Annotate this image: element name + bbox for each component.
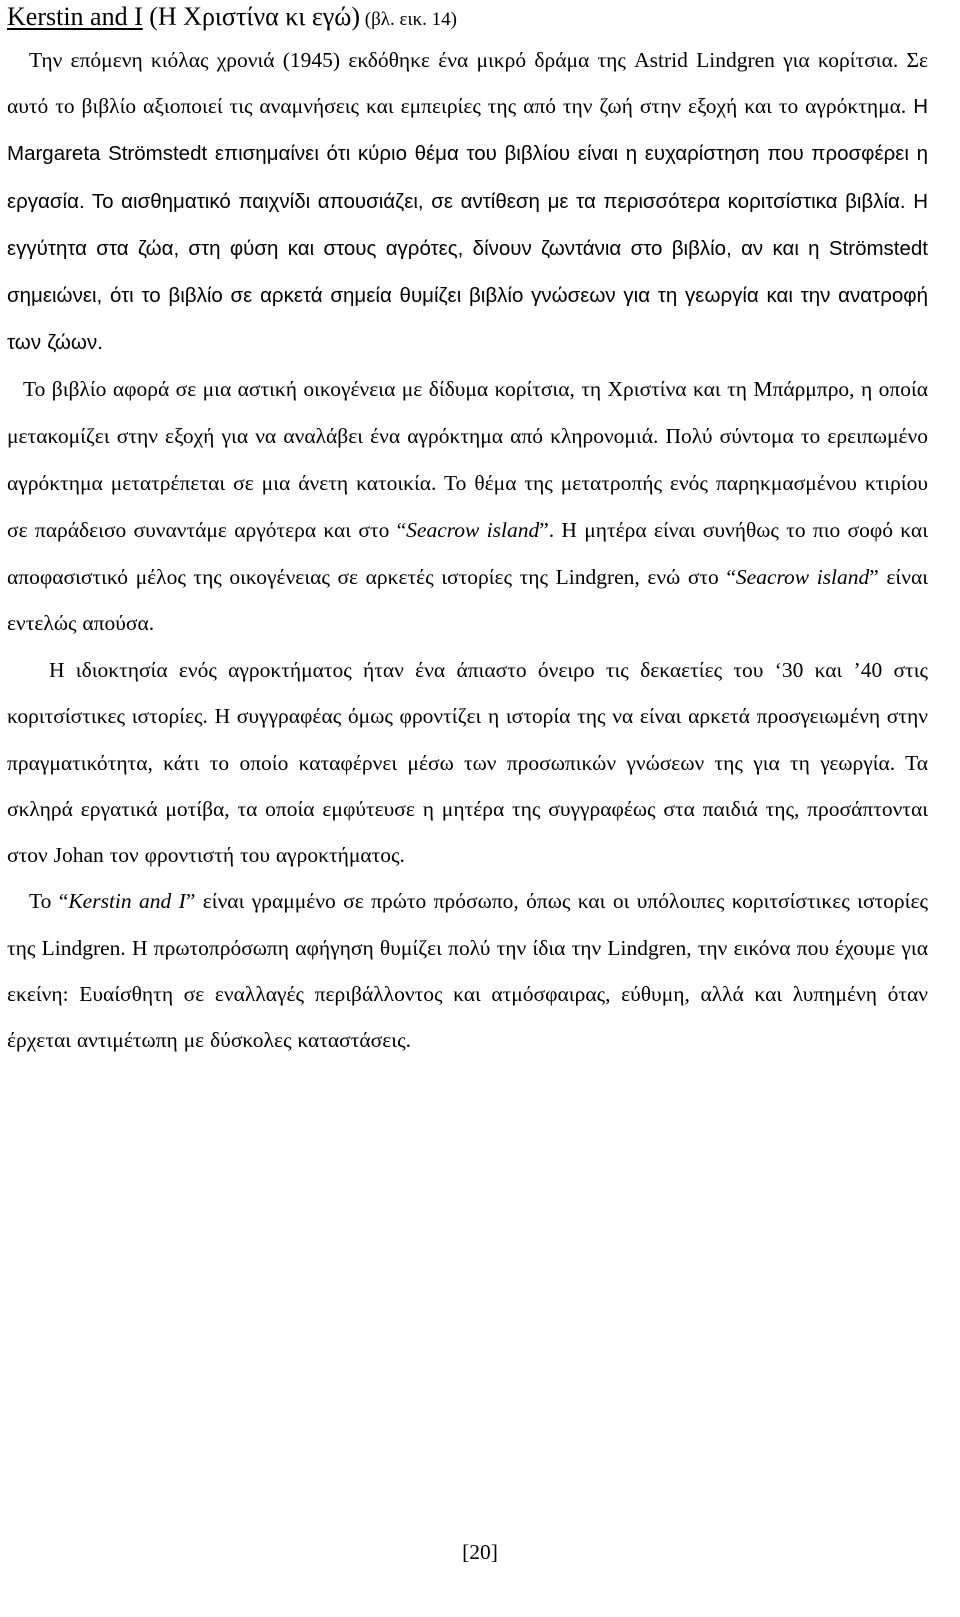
document-page	[7, 0, 928, 1064]
paragraph-2	[7, 366, 928, 647]
heading-title: Kerstin and I	[7, 2, 143, 31]
paragraph-4-part-c: ” είναι γραμμένο σε πρώτο πρόσωπο, όπως και οι υπόλοιπες κοριτσίστικες ιστορίες της Lindgren. Η πρωτοπρόσωπη αφήγηση θυμίζει πολύ την ίδια την Lindgren, την εικόνα που έχουμε για εκείνη: Ευαίσθητη σε εναλλαγές περιβάλλοντος και ατμόσφαιρας, εύθυμη, αλλά και λυπημένη όταν έρχεται αντιμέτωπη με δύσκολες καταστάσεις.	[7, 889, 928, 1053]
heading-subtitle: (Η Χριστίνα κι εγώ)	[142, 2, 361, 31]
paragraph-3	[7, 647, 928, 878]
paragraph-4	[7, 878, 928, 1064]
paragraph-1-serif: Την επόμενη κιόλας χρονιά (1945) εκδόθηκε ένα μικρό δράμα της Astrid Lindgren για κορίτσια. Σε αυτό το βιβλίο αξιοποιεί τις αναμνήσεις και εμπειρίες της από την ζωή στην εξοχή και το αγρόκτημα.	[7, 48, 928, 119]
paragraph-4-part-a: Το “	[29, 889, 69, 914]
section-heading	[7, 0, 928, 37]
paragraph-2-part-a: Το βιβλίο αφορά σε μια αστική οικογένεια με δίδυμα κορίτσια, τη Χριστίνα και τη Μπάρμπρο, η οποία μετακομίζει στην εξοχή για να αναλάβει ένα αγρόκτημα από κληρονομιά. Πολύ σύντομα το ερειπωμένο αγρόκτημα μετατρέπεται σε μια άνετη κατοικία. Το θέμα της μετατροπής ενός παρηκμασμένου κτιρίου σε παράδεισο συναντάμε αργότερα και στο “	[7, 377, 928, 542]
paragraph-1-sans: Η Margareta Strömstedt επισημαίνει ότι κύριο θέμα του βιβλίου είναι η ευχαρίστηση που προσφέρει η εργασία. Το αισθηματικό παιχνίδι απουσιάζει, σε αντίθεση με τα περισσότερα κοριτσίστικα βιβλία. Η εγγύτητα στα ζώα, στη φύση και στους αγρότες, δίνουν ζωντάνια στο βιβλίο, αν και η Strömstedt σημειώνει, ότι το βιβλίο σε αρκετά σημεία θυμίζει βιβλίο γνώσεων για τη γεωργία και την ανατροφή των ζώων.	[7, 95, 928, 355]
paragraph-2-part-e: ” είναι εντελώς απούσα.	[7, 564, 928, 636]
page-number: [20]	[462, 1540, 498, 1564]
figure-reference: (βλ. εικ. 14)	[360, 9, 457, 30]
paragraph-2-part-c: ”. Η μητέρα είναι συνήθως το πιο σοφό και αποφασιστικό μέλος της οικογένειας σε αρκετές ιστορίες της Lindgren, ενώ στο “	[7, 517, 928, 589]
book-title-seacrow-1: Seacrow island	[406, 517, 540, 542]
paragraph-3-text: Η ιδιοκτησία ενός αγροκτήματος ήταν ένα άπιαστο όνειρο τις δεκαετίες του ‘30 και ’40 στις κοριτσίστικες ιστορίες. Η συγγραφέας όμως φροντίζει η ιστορία της να είναι αρκετά προσγειωμένη στην πραγματικότητα, κάτι το οποίο καταφέρνει μέσω των προσωπικών γνώσεων της για τη γεωργία. Τα σκληρά εργατικά μοτίβα, τα οποία εμφύτευσε η μητέρα της συγγραφέως στα παιδιά της, προσάπτονται στον Johan τον φροντιστή του αγροκτήματος.	[7, 658, 928, 868]
paragraph-1	[7, 37, 928, 366]
book-title-seacrow-2: Seacrow island	[735, 564, 870, 589]
book-title-kerstin: Kerstin and I	[68, 889, 186, 914]
